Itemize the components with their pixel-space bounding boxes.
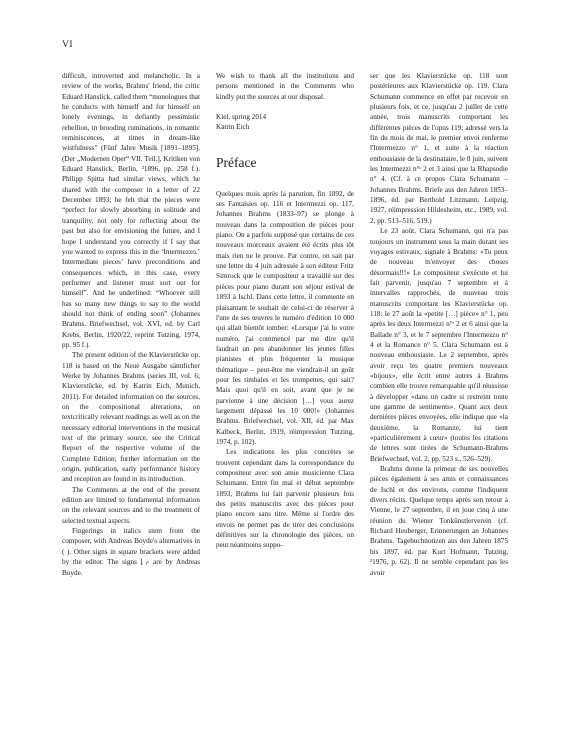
paragraph: The present edition of the Klavierstücke op. 118 is based on the Neue Ausgabe sämtlicher Werke by Johannes Brahms (series III, vol. 6; Klavierstücke, ed. by Katrin Eich, Munich, 2011). For detailed information on the sources, on the compositional alterations, on textcritically relevant readings as well as on the necessary editorial interventions in the musical text of the primary source, see the Critical Report of the respective volume of the Complete Edition; further information on the origin, publication, early performance history and reception are found in its introduction.: [62, 351, 200, 484]
acknowledgement-paragraph: We wish to thank all the institutions and persons mentioned in the Comments who kindly put the sources at our disposal.: [216, 72, 354, 101]
paragraph: The Comments at the end of the present edition are limited to fundamental information on the relevant sources and to the treatment of selected textual aspects.: [62, 485, 200, 525]
paragraph: Les indications les plus concrètes se trouvent cependant dans la correspondance du compositeur avec son amie musicienne Clara Schumann. Entre fin mai et début septembre 1893, Brahms lui fait parvenir plusieurs fois des petits manuscrits avec des pièces pour piano encore sans titre. Même si l'ordre des envois ne permet pas de tirer des conclusions définitives sur la chronologie des pièces, on peut néanmoins suppo-: [216, 448, 354, 550]
section-heading: Préface: [216, 154, 257, 170]
paragraph: Fingerings in italics stem from the composer, with Andreas Boyde's alternatives in ( ). Other signs in square brackets were added by the editor. The signs ⌊⌌ are by Andreas Boyde.: [62, 527, 200, 577]
paragraph: ser que les Klavierstücke op. 118 sont postérieures aux Klavierstücke op. 119. Clara Schumann commence en effet par recevoir en plusieurs fois, et ce, jusqu'au 2 juillet de cette année, trois manuscrits comportant les différentes pièces de l'opus 119; adressé vers la fin du mois de mai, le premier envoi renferme l'Intermezzo n° 1, et suite à la réaction enthousiaste de la destinataire, le 8 juin, suivent les Intermezzi n°ˢ 2 et 3 ainsi que la Rhapsodie n° 4. (Cf. à ce propos Clara Schumann – Johannes Brahms. Briefe aus den Jahren 1853–1896, éd. par Berthold Litzmann, Leipzig, 1927, réimpression Hildesheim, etc., 1989, vol. 2, pp. 513–516, 519.): [370, 72, 508, 225]
paragraph: difficult, introverted and melancholic. In a review of the works, Brahms' friend, the critic Eduard Hanslick, called them “monologues that he conducts with himself and for himself on lonely evenings, in defiantly pessimistic rebellion, in brooding ruminations, in romantic reminiscences, at times in dream-like wistfulness” (Fünf Jahre Musik [1891–1895]. (Der „Modernen Oper“ VII. Teil.], Kritiken von Eduard Hanslick, Berlin, ²1896, pp. 258 f.). Philipp Spitta had similar views, which he shared with the composer in a letter of 22 December 1893; he felt that the pieces were “perfect for slowly absorbing in solitude and tranquility, not only for reflecting about the past but also for envisioning the future, and I hope I understand you correctly if I say that you wanted to express this in the ‘Intermezzo.’ Intermediate pieces’ have preconditions and consequences which, in this case, every performer and listener must sort out for himself”. And he underlined: “Whoever still has so many new things to say to the world should not think of ending soon” (Johannes Brahms. Briefwechsel, vol. XVI, ed. by Carl Krebs, Berlin, 1920/22, reprint Tutzing, 1974, pp. 95 f.).: [62, 72, 200, 349]
place-date: Kiel, spring 2014: [216, 113, 267, 122]
column-acknowledgements-and-french-preface: [216, 71, 354, 551]
paragraph: Brahms donne la primeur de ses nouvelles pièces également à ses amis et connaissances de Ischl et des environs, comme l'indiquent divers récits. Quelque temps après son retour à Vienne, le 27 septembre, il en joue cinq à une réunion du Wiener Tonkünstlerverein (cf. Richard Heuberger, Erinnerungen an Johannes Brahms. Tagebuchnotizen aus den Jahren 1875 bis 1897, éd. par Kurt Hofmann, Tutzing, ²1976, p. 62). Il ne semble cependant pas les avoir: [370, 465, 508, 577]
page-number: VI: [62, 40, 74, 50]
author-signature: Katrin Eich: [216, 123, 250, 132]
column-french-preface-continued: [370, 71, 508, 578]
column-english-preface: [62, 71, 200, 578]
paragraph: Quelques mois après la parution, fin 1892, de ses Fantaisies op. 116 et Intermezzi op. 117, Johannes Brahms (1833–97) se plonge à nouveau dans la composition de pièces pour piano. On a parfois supposé que certains de ces nouveaux morceaux avaient été écrits plus tôt mais rien ne le prouve. Par contre, on sait par une lettre du 4 juin adressée à son éditeur Fritz Simrock que le compositeur a travaillé sur des pièces pour piano durant son séjour estival de 1893 à Ischl. Dans cette lettre, il commente en plaisantant le souhait de celui-ci de réserver à l'une de ses œuvres le numéro d'édition 10 000 qui allait bientôt tomber: «Lorsque j'ai lu votre numéro, j'ai commencé par me dire qu'il faudrait un peu abandonner les jeunes filles pianistes et plus fréquenter la musique thématique – peut-être me viendrait-il un goût pour les timbales et les trompettes, qui sait? Mais quoi qu'il en soit, avant que je ne parvienne à une décision […] vous aurez largement dépassé les 10 000!» (Johannes Brahms. Briefwechsel, vol. XII, éd. par Max Kalbeck, Berlin, 1919, réimpression Tutzing, 1974, p. 102).: [216, 189, 354, 446]
paragraph: Le 23 août, Clara Schumann, qui n'a pas toujours un instrument sous la main durant ses voyages estivaux, signale à Brahms: «Tu peux de nouveau m'envoyer des choses désormais!!!» Le compositeur s'exécute et lui fait parvenir, jusqu'au 7 septembre et à intervalles rapprochés, de nouveau trois manuscrits comportant les Klavierstücke op. 118: le 27 août la «petite […] pièce» n° 1, peu après les deux Intermezzi n°ˢ 2 et 6 ainsi que la Ballade n° 3, et le 7 septembre l'Intermezzo n° 4 et la Romance n° 5. Clara Schumann est à nouveau enthousiaste. Le 2 septembre, après avoir reçu les quatre premiers nouveaux «bijoux», elle écrit entre autres à Brahms combien elle trouve remarquable qu'il réussisse à développer «dans un cadre si restreint toute une gamme de sentiments». Quant aux deux dernières pièces envoyées, elle indique que «la deuxième, la Romanze, lui tient «particulièrement à cœur» (toutes les citations de lettres sont tirées de Schumann-Brahms Briefwechsel, vol. 2, pp. 523 s., 526–529).: [370, 227, 508, 463]
